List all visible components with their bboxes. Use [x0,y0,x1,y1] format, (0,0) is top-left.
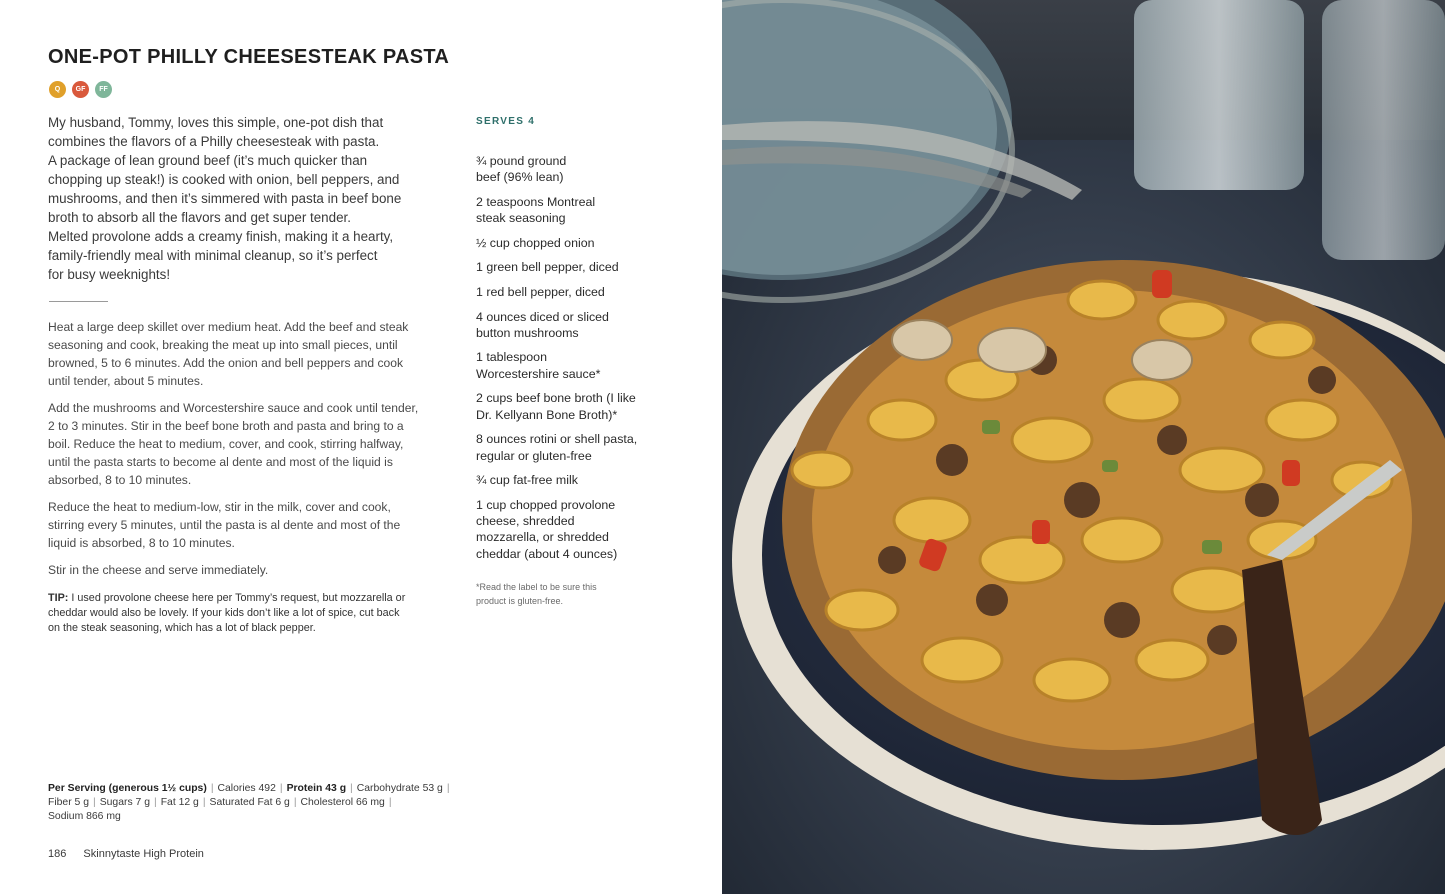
section-divider [49,301,108,302]
step-line: Add the mushrooms and Worcestershire sauce and cook until tender, [48,401,419,415]
ingredient-list [476,153,686,570]
step-paragraph [48,318,438,390]
nutrition-info [48,782,478,824]
nutrition-row: Per Serving (generous 1½ cups) | Calories 492 | Protein 43 g | Carbohydrate 53 g | [48,783,450,794]
gluten-free-badge-icon: GF [72,81,89,98]
ingredient-item [476,194,686,227]
cholesterol-value: Cholesterol 66 mg [300,797,385,808]
nutrition-row: Fiber 5 g | Sugars 7 g | Fat 12 g | Saturated Fat 6 g | Cholesterol 66 mg | [48,797,392,808]
calories-value: Calories 492 [217,783,276,794]
footnote-line: product is gluten-free. [476,595,564,606]
ingredient-line: 2 cups beef bone broth (I like [476,391,636,406]
ingredient-item [476,284,686,300]
fat-value: Fat 12 g [160,797,199,808]
step-paragraph [48,498,438,552]
ingredient-item [476,497,686,562]
step-line: browned, 5 to 6 minutes. Add the onion and bell peppers and cook [48,356,403,370]
carbohydrate-value: Carbohydrate 53 g [356,783,443,794]
intro-line: mushrooms, and then it’s simmered with pasta in beef bone [48,191,402,206]
page-footer [48,848,204,860]
saturated-fat-value: Saturated Fat 6 g [209,797,290,808]
ingredient-line: button mushrooms [476,325,579,340]
ingredient-line: 4 ounces diced or sliced [476,309,609,324]
serves-label: SERVES 4 [476,116,536,127]
step-line: until the pasta starts to become al dente and most of the liquid is [48,455,393,469]
step-line: seasoning and cook, breaking the meat up into small pieces, until [48,338,398,352]
intro-line: My husband, Tommy, loves this simple, one-pot dish that [48,115,384,130]
diet-badges [49,81,112,98]
ingredient-line: steak seasoning [476,211,566,226]
ingredient-line: ¾ cup fat-free milk [476,473,578,488]
step-paragraph [48,561,438,579]
intro-line: family-friendly meal with minimal cleanup, so it’s perfect [48,248,378,263]
ingredient-item [476,153,686,186]
sugars-value: Sugars 7 g [99,797,150,808]
ingredient-line: 8 ounces rotini or shell pasta, [476,432,638,447]
ingredient-line: 1 cup chopped provolone [476,497,616,512]
ingredient-line: Worcestershire sauce* [476,366,601,381]
intro-line: Melted provolone adds a creamy finish, making it a hearty, [48,229,394,244]
protein-value: Protein 43 g [286,783,347,794]
step-line: 2 to 3 minutes. Stir in the beef bone broth and pasta and bring to a [48,419,404,433]
tip-label: TIP: [48,592,69,604]
page-number: 186 [48,848,67,860]
tip-line: cheddar would also be lovely. If your kids don’t like a lot of spice, cut back [48,607,400,620]
step-line: until tender, about 5 minutes. [48,374,204,388]
recipe-tip [48,591,438,637]
ingredient-item [476,390,686,423]
book-title: Skinnytaste High Protein [83,848,204,860]
ingredient-line: ¾ pound ground [476,154,567,168]
step-line: Stir in the cheese and serve immediately. [48,563,269,577]
intro-line: for busy weeknights! [48,267,171,282]
ingredient-line: 1 tablespoon [476,350,547,365]
step-paragraph [48,399,438,489]
step-line: boil. Reduce the heat to medium, cover, and cook, stirring halfway, [48,437,404,451]
ingredient-line: regular or gluten-free [476,448,592,463]
ingredient-item [476,431,686,464]
ingredient-item [476,472,686,488]
intro-line: chopping up steak!) is cooked with onion, bell peppers, and [48,172,400,187]
ingredient-line: 2 teaspoons Montreal [476,194,596,209]
ingredient-line: Dr. Kellyann Bone Broth)* [476,407,618,422]
freezer-friendly-badge-icon: FF [95,81,112,98]
recipe-page [0,0,722,894]
tip-line [48,591,438,606]
ingredient-footnote [476,581,597,608]
intro-line: broth to absorb all the flavors and get super tender. [48,210,351,225]
fiber-value: Fiber 5 g [48,797,90,808]
recipe-intro [48,113,428,284]
pasta-dish-photo [722,0,1445,894]
step-line: Heat a large deep skillet over medium heat. Add the beef and steak [48,320,409,334]
ingredient-line: mozzarella, or shredded [476,530,609,545]
sodium-value: Sodium 866 mg [48,811,121,822]
ingredient-line: 1 green bell pepper, diced [476,260,619,275]
ingredient-item [476,259,686,275]
ingredient-item [476,309,686,342]
step-line: liquid is absorbed, 8 to 10 minutes. [48,536,235,550]
step-line: absorbed, 8 to 10 minutes. [48,473,192,487]
intro-line: A package of lean ground beef (it’s much quicker than [48,153,368,168]
ingredient-line: 1 red bell pepper, diced [476,284,605,299]
tip-text: I used provolone cheese here per Tommy’s request, but mozzarella or [68,592,406,604]
ingredient-line: beef (96% lean) [476,170,564,185]
ingredient-line: cheddar (about 4 ounces) [476,546,618,561]
quick-badge-icon: Q [49,81,66,98]
per-serving-label: Per Serving (generous 1½ cups) [48,783,207,794]
ingredient-item [476,349,686,382]
nutrition-row [48,810,478,824]
step-line: stirring every 5 minutes, until the pasta is al dente and most of the [48,518,401,532]
ingredient-line: ½ cup chopped onion [476,235,595,250]
pasta-photo-illustration [722,0,1445,894]
ingredient-line: cheese, shredded [476,514,575,529]
recipe-title: ONE-POT PHILLY CHEESESTEAK PASTA [48,46,450,68]
footnote-line: *Read the label to be sure this [476,582,597,592]
recipe-steps [48,318,438,588]
intro-line: combines the flavors of a Philly cheesesteak with pasta. [48,134,380,149]
ingredient-item [476,235,686,251]
tip-line: on the steak seasoning, which has a lot of black pepper. [48,622,316,635]
step-line: Reduce the heat to medium-low, stir in the milk, cover and cook, [48,500,391,514]
